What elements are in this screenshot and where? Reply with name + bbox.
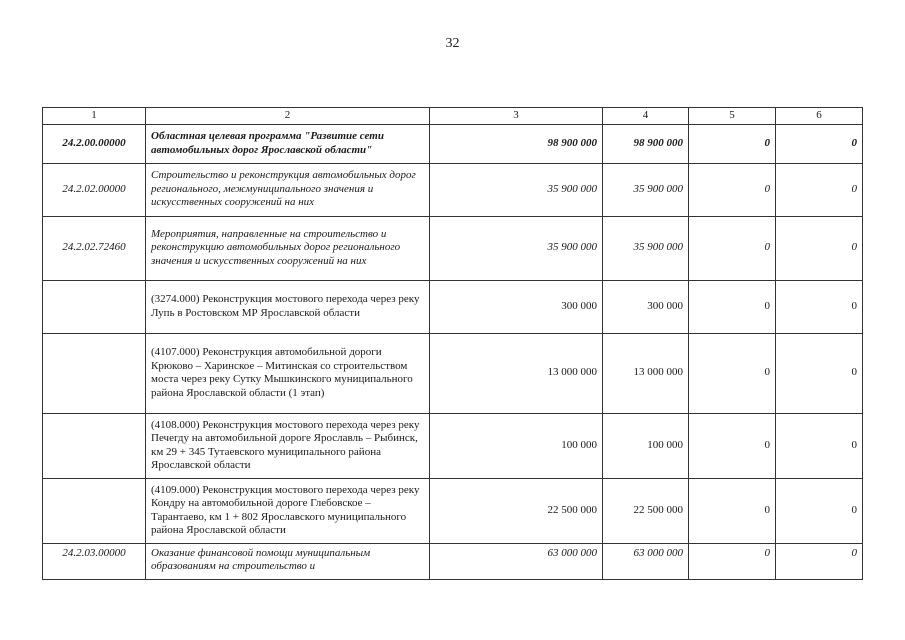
row-value-3: 35 900 000	[430, 163, 603, 216]
row-name: Оказание финансовой помощи муниципальным образованиям на строительство и	[146, 543, 430, 579]
row-value-6: 0	[776, 478, 863, 543]
row-code: 24.2.02.72460	[43, 216, 146, 280]
row-value-6: 0	[776, 124, 863, 163]
row-value-5: 0	[689, 333, 776, 413]
column-header: 5	[689, 108, 776, 125]
row-value-5: 0	[689, 124, 776, 163]
row-value-5: 0	[689, 163, 776, 216]
table-row	[43, 163, 863, 216]
table-header-row	[43, 108, 863, 125]
row-code	[43, 413, 146, 478]
row-value-6: 0	[776, 543, 863, 579]
row-code	[43, 478, 146, 543]
budget-table	[42, 107, 863, 580]
row-value-4: 13 000 000	[603, 333, 689, 413]
page-number: 32	[445, 36, 460, 51]
row-value-4: 35 900 000	[603, 163, 689, 216]
row-value-6: 0	[776, 216, 863, 280]
row-name: (4108.000) Реконструкция мостового перехода через реку Печегду на автомобильной дороге Ярославль – Рыбинск, км 29 + 345 Тутаевского муниципального района Ярославской области	[146, 413, 430, 478]
row-value-5: 0	[689, 280, 776, 333]
column-header: 4	[603, 108, 689, 125]
row-code: 24.2.02.00000	[43, 163, 146, 216]
row-code: 24.2.03.00000	[43, 543, 146, 579]
row-value-3: 300 000	[430, 280, 603, 333]
row-value-5: 0	[689, 413, 776, 478]
row-name: (4109.000) Реконструкция мостового перехода через реку Кондру на автомобильной дороге Глебовское – Тарантаево, км 1 + 802 Ярославского муниципального района Ярославской области	[146, 478, 430, 543]
row-code	[43, 280, 146, 333]
row-value-4: 98 900 000	[603, 124, 689, 163]
row-value-6: 0	[776, 413, 863, 478]
row-value-4: 22 500 000	[603, 478, 689, 543]
row-value-3: 13 000 000	[430, 333, 603, 413]
row-name: Строительство и реконструкция автомобильных дорог регионального, межмуниципального значения и искусственных сооружений на них	[146, 163, 430, 216]
row-value-3: 100 000	[430, 413, 603, 478]
row-name: (4107.000) Реконструкция автомобильной дороги Крюково – Харинское – Митинская со строительством моста через реку Сутку Мышкинского муниципального района Ярославской области (1 этап)	[146, 333, 430, 413]
row-value-4: 300 000	[603, 280, 689, 333]
column-header: 3	[430, 108, 603, 125]
column-header: 2	[146, 108, 430, 125]
row-value-6: 0	[776, 280, 863, 333]
table-row	[43, 124, 863, 163]
row-value-5: 0	[689, 543, 776, 579]
table-row	[43, 333, 863, 413]
table-row	[43, 280, 863, 333]
row-value-5: 0	[689, 478, 776, 543]
row-value-4: 35 900 000	[603, 216, 689, 280]
row-name: Мероприятия, направленные на строительство и реконструкцию автомобильных дорог регионального значения и искусственных сооружений на них	[146, 216, 430, 280]
row-value-3: 22 500 000	[430, 478, 603, 543]
row-value-6: 0	[776, 163, 863, 216]
row-value-3: 63 000 000	[430, 543, 603, 579]
row-value-5: 0	[689, 216, 776, 280]
table-row	[43, 413, 863, 478]
row-value-6: 0	[776, 333, 863, 413]
row-value-3: 35 900 000	[430, 216, 603, 280]
row-name: (3274.000) Реконструкция мостового перехода через реку Лупь в Ростовском МР Ярославской области	[146, 280, 430, 333]
row-code	[43, 333, 146, 413]
table-row	[43, 478, 863, 543]
table-row	[43, 216, 863, 280]
row-value-4: 100 000	[603, 413, 689, 478]
row-code: 24.2.00.00000	[43, 124, 146, 163]
column-header: 6	[776, 108, 863, 125]
row-name: Областная целевая программа "Развитие сети автомобильных дорог Ярославской области"	[146, 124, 430, 163]
table-row	[43, 543, 863, 579]
column-header: 1	[43, 108, 146, 125]
row-value-3: 98 900 000	[430, 124, 603, 163]
row-value-4: 63 000 000	[603, 543, 689, 579]
